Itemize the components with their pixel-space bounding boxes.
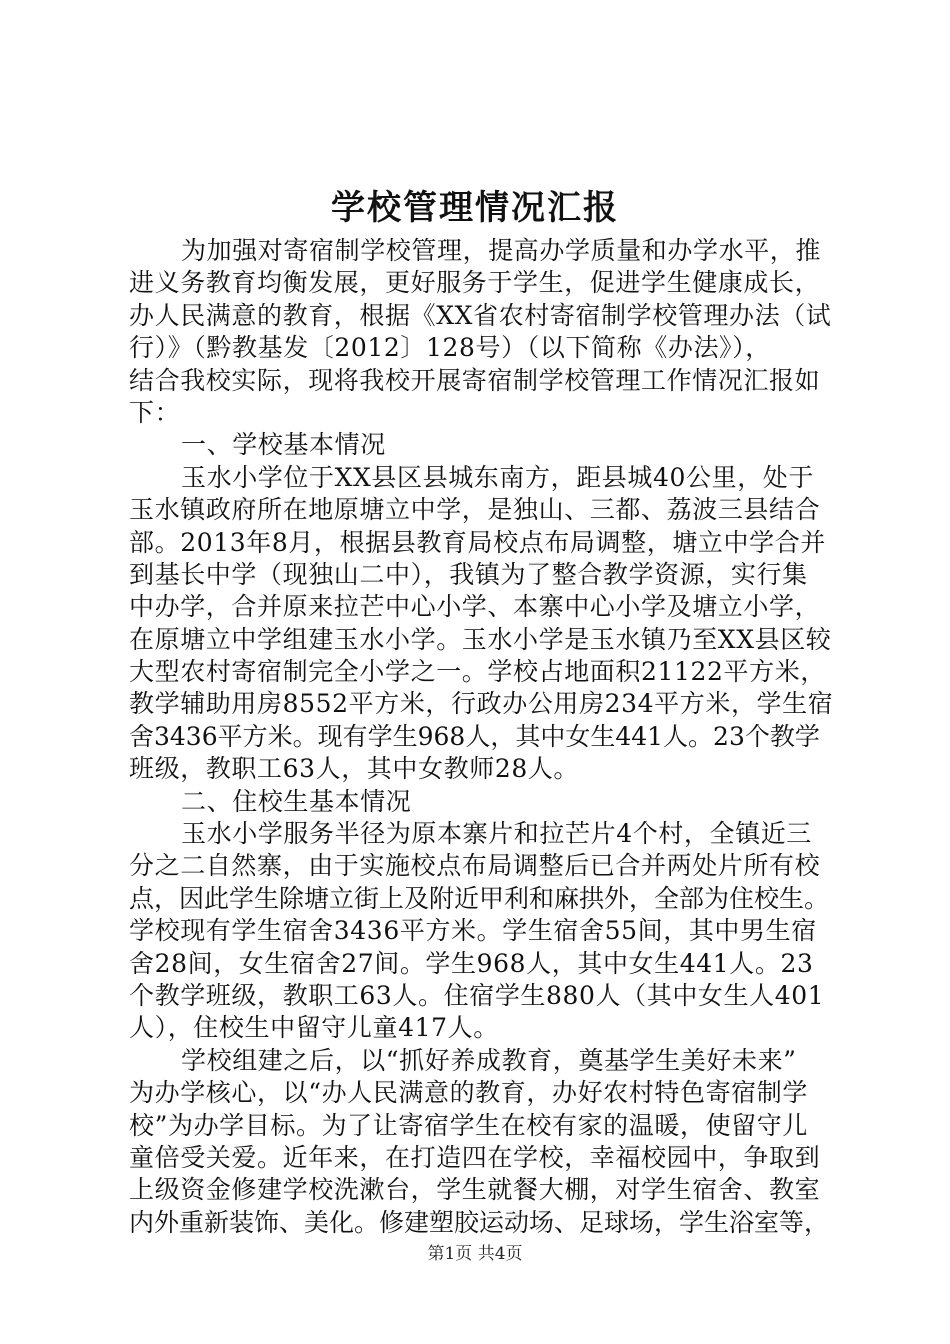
text-line: 舍3436平方米。现有学生968人，其中女生441人。23个教学 [129, 721, 820, 751]
text-line: 教学辅助用房8552平方米，行政办公用房234平方米，学生宿 [129, 689, 834, 719]
text-line: 玉水小学服务半径为原本寨片和拉芒片4个村，全镇近三 [181, 819, 812, 849]
text-line: 学校组建之后，以“抓好养成教育，奠基学生美好未来” [181, 1045, 797, 1075]
text-line: 中办学，合并原来拉芒中心小学、本寨中心小学及塘立小学， [129, 592, 821, 622]
text-line: 结合我校实际，现将我校开展寄宿制学校管理工作情况汇报如 [129, 365, 821, 395]
text-line: 点，因此学生除塘立街上及附近甲利和麻拱外，全部为住校生。 [129, 883, 830, 913]
text-line: 为办学核心，以“办人民满意的教育，办好农村特色寄宿制学 [129, 1078, 808, 1108]
text-line: 到基长中学（现独山二中），我镇为了整合教学资源，实行集 [129, 559, 808, 589]
page-footer: 第1页 共4页 [427, 1244, 523, 1264]
text-line: 进义务教育均衡发展，更好服务于学生，促进学生健康成长， [129, 268, 821, 298]
document-title: 学校管理情况汇报 [331, 188, 619, 228]
document-body [129, 235, 835, 1239]
text-line: 分之二自然寨，由于实施校点布局调整后已合并两处片所有校 [129, 851, 821, 881]
text-line: 下： [129, 397, 181, 427]
text-line: 上级资金修建学校洗漱台，学生就餐大棚，对学生宿舍、教室 [129, 1175, 821, 1205]
text-line: 学校现有学生宿舍3436平方米。学生宿舍55间，其中男生宿 [129, 916, 817, 946]
text-line: 二、住校生基本情况 [181, 786, 412, 816]
text-line: 在原塘立中学组建玉水小学。玉水小学是玉水镇乃至XX县区较 [129, 624, 832, 654]
text-line: 办人民满意的教育，根据《XX省农村寄宿制学校管理办法（试 [129, 300, 832, 330]
text-line: 内外重新装饰、美化。修建塑胶运动场、足球场，学生浴室等， [129, 1207, 830, 1237]
text-line: 舍28间，女生宿舍27间。学生968人，其中女生441人。23 [129, 948, 814, 978]
text-line: 部。2013年8月，根据县教育局校点布局调整，塘立中学合并 [129, 527, 826, 557]
text-line: 玉水镇政府所在地原塘立中学，是独山、三都、荔波三县结合 [129, 495, 821, 525]
text-line: 童倍受关爱。近年来，在打造四在学校，幸福校园中，争取到 [129, 1142, 821, 1172]
text-line: 为加强对寄宿制学校管理，提高办学质量和办学水平，推 [181, 236, 822, 265]
text-line: 大型农村寄宿制完全小学之一。学校占地面积21122平方米， [129, 657, 826, 687]
text-line: 一、学校基本情况 [181, 430, 386, 460]
text-line: 人），住校生中留守儿童417人。 [129, 1013, 499, 1043]
text-line: 班级，教职工63人，其中女教师28人。 [129, 754, 580, 784]
text-line: 行）》（黔教基发〔2012〕128号）（以下简称《办法》）， [129, 333, 771, 363]
text-line: 校”为办学目标。为了让寄宿学生在校有家的温暖，使留守儿 [129, 1110, 808, 1140]
text-line: 玉水小学位于XX县区县城东南方，距县城40公里，处于 [181, 462, 815, 492]
text-line: 个教学班级，教职工63人。住宿学生880人（其中女生人401 [129, 980, 825, 1010]
